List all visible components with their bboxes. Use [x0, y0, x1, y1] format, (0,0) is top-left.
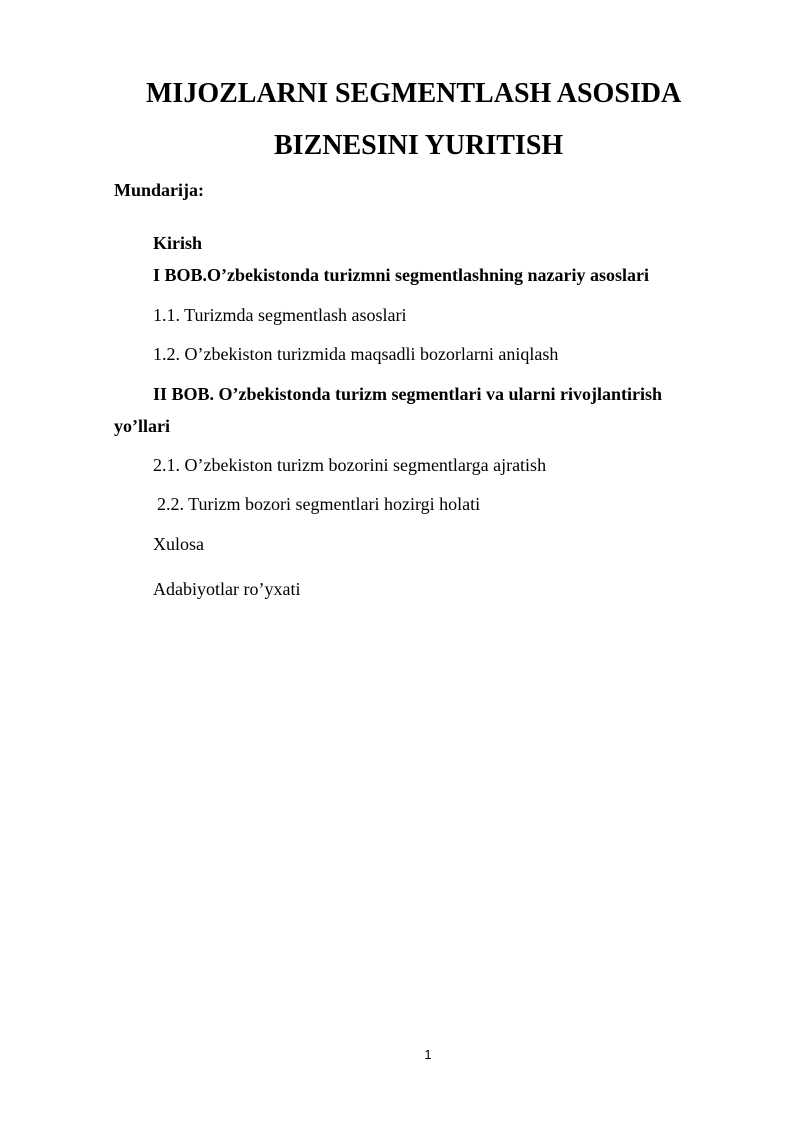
- toc-entry-chapter-2-line-2: yo’llari: [114, 416, 170, 436]
- toc-entry-section-1-1: 1.1. Turizmda segmentlash asoslari: [153, 305, 407, 325]
- page-number: 1: [424, 1047, 432, 1062]
- toc-entry-section-2-2: 2.2. Turizm bozori segmentlari hozirgi holati: [157, 494, 481, 514]
- toc-entry-kirish: Kirish: [153, 233, 203, 253]
- toc-entry-chapter-2-line-1: II BOB. O’zbekistonda turizm segmentlari va ularni rivojlantirish: [153, 384, 663, 404]
- toc-entry-section-1-2: 1.2. O’zbekiston turizmida maqsadli bozorlarni aniqlash: [153, 344, 559, 364]
- toc-entry-chapter-1: I BOB.O’zbekistonda turizmni segmentlashning nazariy asoslari: [153, 265, 650, 285]
- toc-entry-section-2-1: 2.1. O’zbekiston turizm bozorini segmentlarga ajratish: [153, 455, 547, 475]
- toc-heading: Mundarija:: [114, 180, 204, 200]
- toc-entry-xulosa: Xulosa: [153, 534, 204, 554]
- document-title-line-2: BIZNESINI YURITISH: [274, 130, 564, 161]
- toc-entry-adabiyotlar: Adabiyotlar ro’yxati: [153, 579, 301, 599]
- document-title-line-1: MIJOZLARNI SEGMENTLASH ASOSIDA: [146, 78, 682, 109]
